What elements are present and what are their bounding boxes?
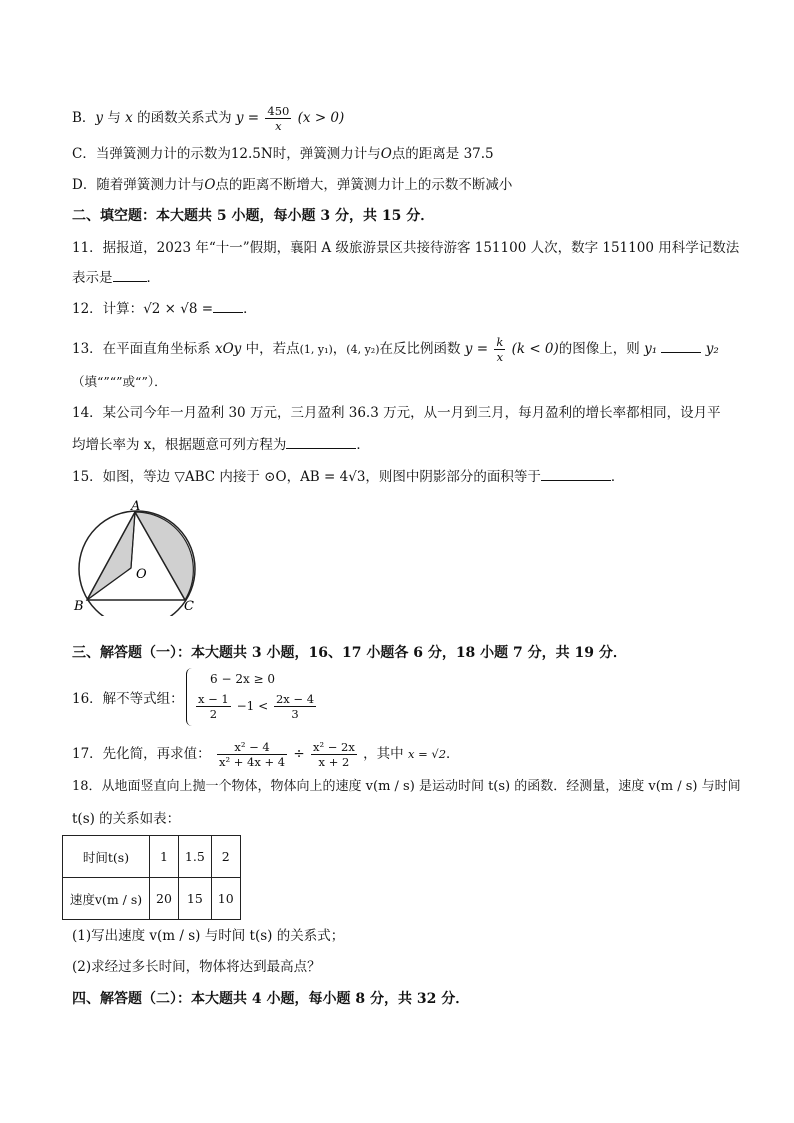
option-c: [72, 143, 734, 165]
point-1: (1, y₁): [299, 343, 333, 356]
shaded-segment-right: [135, 512, 193, 600]
text: 13．在平面直角坐标系: [72, 341, 211, 357]
inequality-1: 6 − 2x ≥ 0: [210, 672, 276, 686]
table-cell: 1: [150, 836, 179, 878]
table-row: [63, 836, 241, 878]
text: 的图像上，则: [558, 341, 640, 357]
point-o: O: [380, 146, 392, 162]
answer-blank: [286, 434, 356, 449]
fraction-2: [274, 692, 316, 721]
answer-blank: [213, 298, 243, 313]
table-cell: 20: [150, 878, 179, 920]
table-cell: 15: [178, 878, 211, 920]
denominator: x + 2: [318, 755, 350, 769]
denominator: 3: [291, 707, 299, 721]
option-d: [72, 174, 734, 196]
text: ，: [332, 341, 347, 357]
text: 的函数关系式为: [132, 110, 236, 126]
text: 在反比例函数: [379, 341, 461, 357]
text: 15．如图，等边 ▽ABC 内接于 ⊙O，AB = 4√3，则图中阴影部分的面积等于: [72, 469, 541, 485]
label-c: C: [184, 599, 194, 614]
coord-system: xOy: [214, 341, 242, 357]
condition: (k < 0): [511, 341, 559, 357]
text: 与: [103, 110, 126, 126]
var-y1: y₁: [644, 341, 658, 357]
numerator: 2x − 4: [275, 692, 315, 706]
section-2-title: 二、填空题：本大题共 5 小题，每小题 3 分，共 15 分．: [72, 208, 435, 224]
q17: [72, 740, 734, 769]
text: 均增长率为 x，根据题意可列方程为: [72, 437, 287, 453]
circle-triangle-figure: [62, 496, 212, 616]
fraction-2: [311, 740, 357, 769]
q14-line2: [72, 434, 734, 456]
table-row: [63, 878, 241, 920]
text: ．: [356, 437, 370, 453]
answer-blank: [541, 466, 611, 481]
numerator: x² − 4: [217, 740, 287, 755]
var-x: x: [125, 110, 133, 126]
inequality-2: [194, 692, 318, 721]
text: −1 <: [236, 699, 269, 713]
fraction-450-over-x: [265, 104, 291, 133]
label-o: O: [136, 567, 147, 582]
fraction-k-over-x: [494, 335, 505, 364]
var-y: y: [95, 110, 104, 126]
q13-line2: （填“”“”或“”）．: [72, 374, 167, 389]
expression: √2 × √8 =: [143, 301, 214, 317]
text: ．: [146, 270, 160, 286]
text: 表示是: [72, 270, 113, 286]
q16-prefix: 16．解不等式组：: [72, 691, 184, 707]
section-4-title: 四、解答题（二）：本大题共 4 小题，每小题 8 分，共 32 分．: [72, 991, 470, 1007]
text: C．当弹簧测力计的示数为12.5N时，弹簧测力计与: [72, 146, 381, 162]
condition: x = √2: [407, 747, 447, 761]
text: ．: [610, 469, 625, 485]
numerator: x² − 2x: [313, 740, 355, 754]
q15: [72, 466, 734, 488]
text: ．: [243, 301, 257, 317]
q11-line2: [72, 267, 734, 289]
text: 点的距离是 37.5: [391, 146, 494, 162]
text: 17．先化简，再求值：: [72, 746, 211, 762]
label-b: B: [74, 599, 84, 614]
q18-line1: 18．从地面竖直向上抛一个物体，物体向上的速度 v(m / s) 是运动时间 t(s) 的函数．经测量，速度 v(m / s) 与时间: [72, 779, 741, 794]
option-b-label: B．: [72, 110, 96, 126]
divide-sign: ÷: [293, 746, 305, 762]
denominator: x² + 4x + 4: [218, 755, 286, 769]
text: D．随着弹簧测力计与: [72, 177, 205, 193]
fraction-1: [217, 740, 287, 769]
q13-line1: [72, 335, 734, 364]
table-cell: 时间t(s): [63, 836, 150, 878]
q18-line2: t(s) 的关系如表：: [72, 811, 181, 827]
numerator: 450: [267, 104, 290, 118]
text: 中，若点: [245, 341, 300, 357]
text: 12．计算：: [72, 301, 144, 317]
fn-lhs: y =: [464, 341, 489, 357]
table-cell: 2: [211, 836, 240, 878]
numerator: x − 1: [198, 692, 229, 706]
label-a: A: [131, 499, 141, 514]
data-table: [62, 835, 241, 920]
q11-line1: 11．据报道，2023 年“十一”假期，襄阳 A 级旅游景区共接待游客 151100 人次，数字 151100 用科学记数法: [72, 240, 740, 256]
q18-sub1: (1)写出速度 v(m / s) 与时间 t(s) 的关系式；: [72, 928, 345, 944]
denominator: x: [496, 350, 504, 364]
point-o: O: [204, 177, 216, 193]
q18-sub2: (2)求经过多长时间，物体将达到最高点？: [72, 959, 321, 975]
fraction-1: [196, 692, 231, 721]
denominator: x: [275, 119, 282, 133]
brace: [186, 668, 193, 726]
var-y2: y₂: [705, 341, 719, 357]
text: 点的距离不断增大，弹簧测力计上的示数不断减小: [215, 177, 513, 193]
answer-blank: [113, 267, 147, 282]
point-2: (4, y₂): [346, 343, 380, 356]
eq-lhs: y =: [235, 110, 260, 126]
table-cell: 1.5: [178, 836, 211, 878]
numerator: k: [496, 335, 504, 349]
denominator: 2: [209, 707, 218, 721]
section-3-title: 三、解答题（一）：本大题共 3 小题，16、17 小题各 6 分，18 小题 7 分，共 19 分．: [72, 645, 627, 661]
condition: (x > 0): [297, 110, 345, 126]
option-b: [72, 104, 734, 133]
text: ，其中: [363, 746, 404, 762]
q14-line1: 14．某公司今年一月盈利 30 万元，三月盈利 36.3 万元，从一月到三月，每月盈利的增长率都相同，设月平: [72, 405, 721, 421]
table-cell: 10: [211, 878, 240, 920]
text: ．: [446, 746, 460, 762]
answer-blank: [661, 338, 701, 353]
table-cell: 速度v(m / s): [63, 878, 150, 920]
q12: [72, 298, 734, 320]
